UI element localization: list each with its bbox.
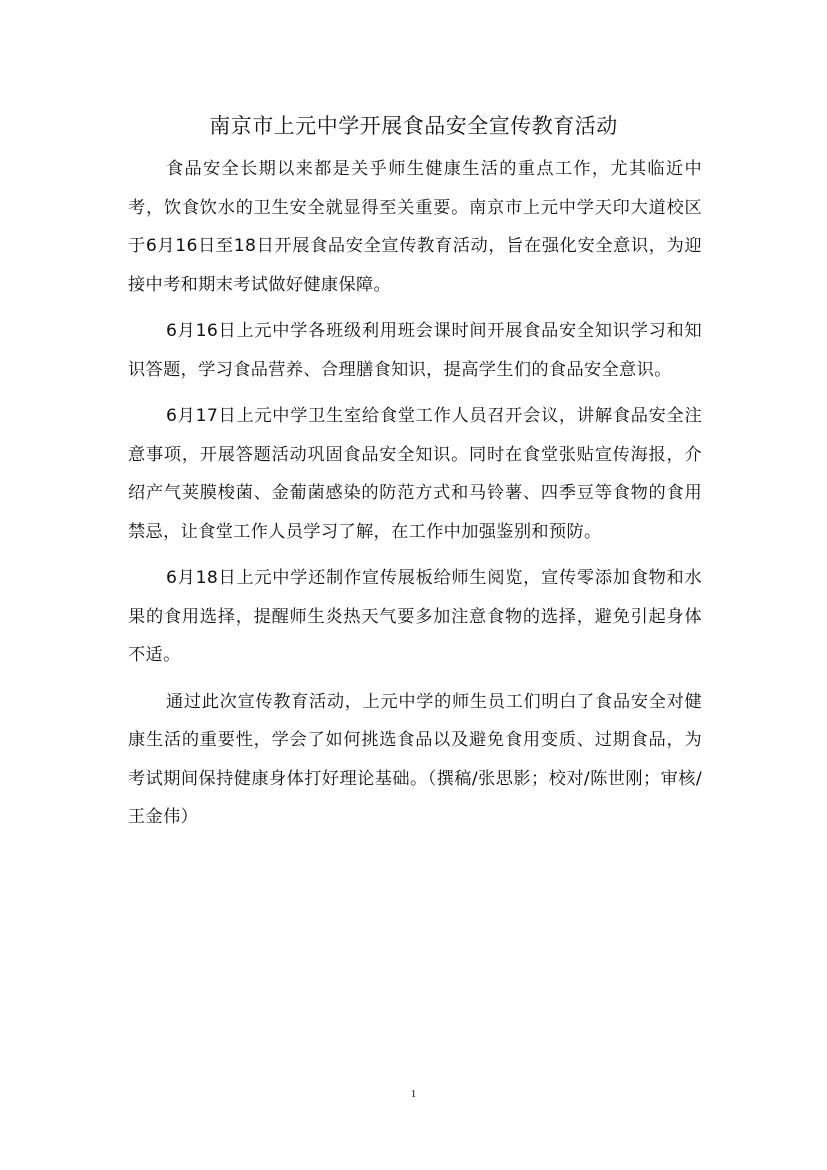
paragraph-intro: 食品安全长期以来都是关乎师生健康生活的重点工作，尤其临近中考，饮食饮水的卫生安全就显得至关重要。南京市上元中学天印大道校区于6月16日至18日开展食品安全宣传教育活动，旨在强化安全意识，为迎接中考和期末考试做好健康保障。 [128, 159, 702, 295]
paragraph-june-16: 6月16日上元中学各班级利用班会课时间开展食品安全知识学习和知识答题，学习食品营养、合理膳食知识，提高学生们的食品安全意识。 [128, 321, 702, 380]
page-number: 1 [410, 1088, 417, 1100]
paragraph-june-17: 6月17日上元中学卫生室给食堂工作人员召开会议，讲解食品安全注意事项，开展答题活动巩固食品安全知识。同时在食堂张贴宣传海报，介绍产气荚膜梭菌、金葡菌感染的防范方式和马铃薯、四季豆等食物的食用禁忌，让食堂工作人员学习了解，在工作中加强鉴别和预防。 [128, 406, 702, 542]
document-title: 南京市上元中学开展食品安全宣传教育活动 [209, 114, 618, 138]
document-body [128, 150, 702, 837]
paragraph-conclusion: 通过此次宣传教育活动，上元中学的师生员工们明白了食品安全对健康生活的重要性，学会了如何挑选食品以及避免食用变质、过期食品，为考试期间保持健康身体打好理论基础。（撰稿/张思影；校对/陈世刚；审核/王金伟） [128, 691, 702, 827]
paragraph-june-18: 6月18日上元中学还制作宣传展板给师生阅览，宣传零添加食物和水果的食用选择，提醒师生炎热天气要多加注意食物的选择，避免引起身体不适。 [128, 568, 702, 665]
